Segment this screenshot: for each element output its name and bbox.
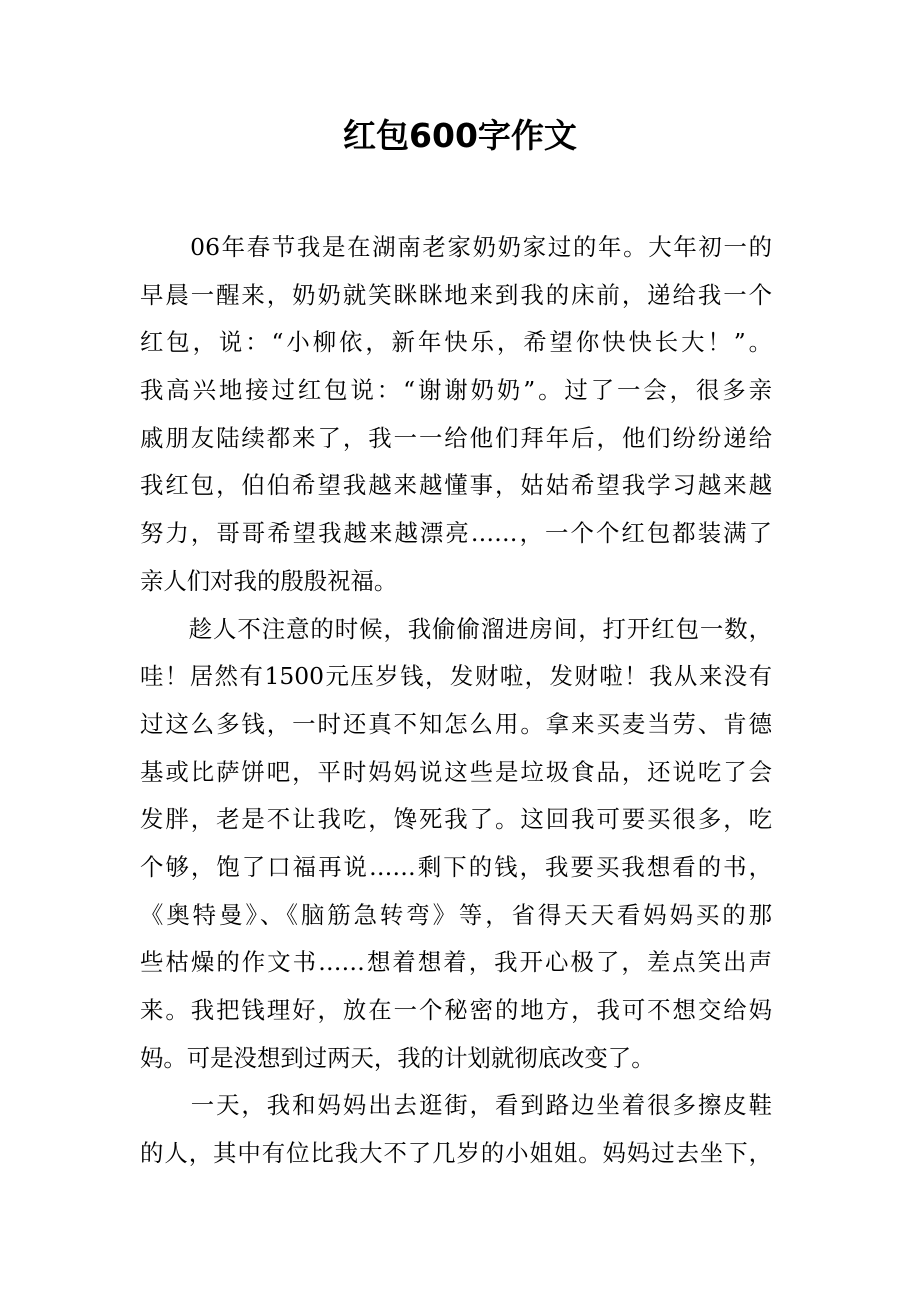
- text-line: 06年春节我是在湖南老家奶奶家过的年。大年初一的: [140, 233, 772, 261]
- text-line: 努力，哥哥希望我越来越漂亮……，一个个红包都装满了: [140, 519, 772, 548]
- text-line: 早晨一醒来，奶奶就笑眯眯地来到我的床前，递给我一个: [140, 280, 772, 309]
- document-title: 红包600字作文: [343, 116, 577, 155]
- text-line: 的人，其中有位比我大不了几岁的小姐姐。妈妈过去坐下，: [140, 1139, 772, 1168]
- text-line: 哇！居然有1500元压岁钱，发财啦，发财啦！我从来没有: [140, 662, 772, 691]
- text-line: 基或比萨饼吧，平时妈妈说这些是垃圾食品，还说吃了会: [140, 757, 772, 786]
- text-line: 一天，我和妈妈出去逛街，看到路边坐着很多擦皮鞋: [140, 1091, 772, 1120]
- text-line: 趁人不注意的时候，我偷偷溜进房间，打开红包一数，: [140, 614, 772, 643]
- text-line: 妈。可是没想到过两天，我的计划就彻底改变了。: [140, 1043, 655, 1072]
- text-line: 个够，饱了口福再说……剩下的钱，我要买我想看的书，: [140, 852, 772, 881]
- text-line: 发胖，老是不让我吃，馋死我了。这回我可要买很多，吃: [140, 805, 772, 834]
- text-line: 红包，说：“小柳依，新年快乐，希望你快快长大！”。: [140, 328, 772, 357]
- text-line: 些枯燥的作文书……想着想着，我开心极了，差点笑出声: [140, 948, 772, 977]
- text-line: 来。我把钱理好，放在一个秘密的地方，我可不想交给妈: [140, 996, 772, 1024]
- essay-body: [140, 224, 772, 1178]
- text-line: 《奥特曼》、《脑筋急转弯》等，省得天天看妈妈买的那: [140, 900, 772, 929]
- text-line: 我红包，伯伯希望我越来越懂事，姑姑希望我学习越来越: [140, 471, 772, 500]
- text-line: 我高兴地接过红包说：“谢谢奶奶”。过了一会，很多亲: [140, 376, 772, 405]
- text-line: 亲人们对我的殷殷祝福。: [140, 566, 398, 595]
- text-line: 过这么多钱，一时还真不知怎么用。拿来买麦当劳、肯德: [140, 709, 772, 738]
- text-line: 戚朋友陆续都来了，我一一给他们拜年后，他们纷纷递给: [140, 423, 772, 452]
